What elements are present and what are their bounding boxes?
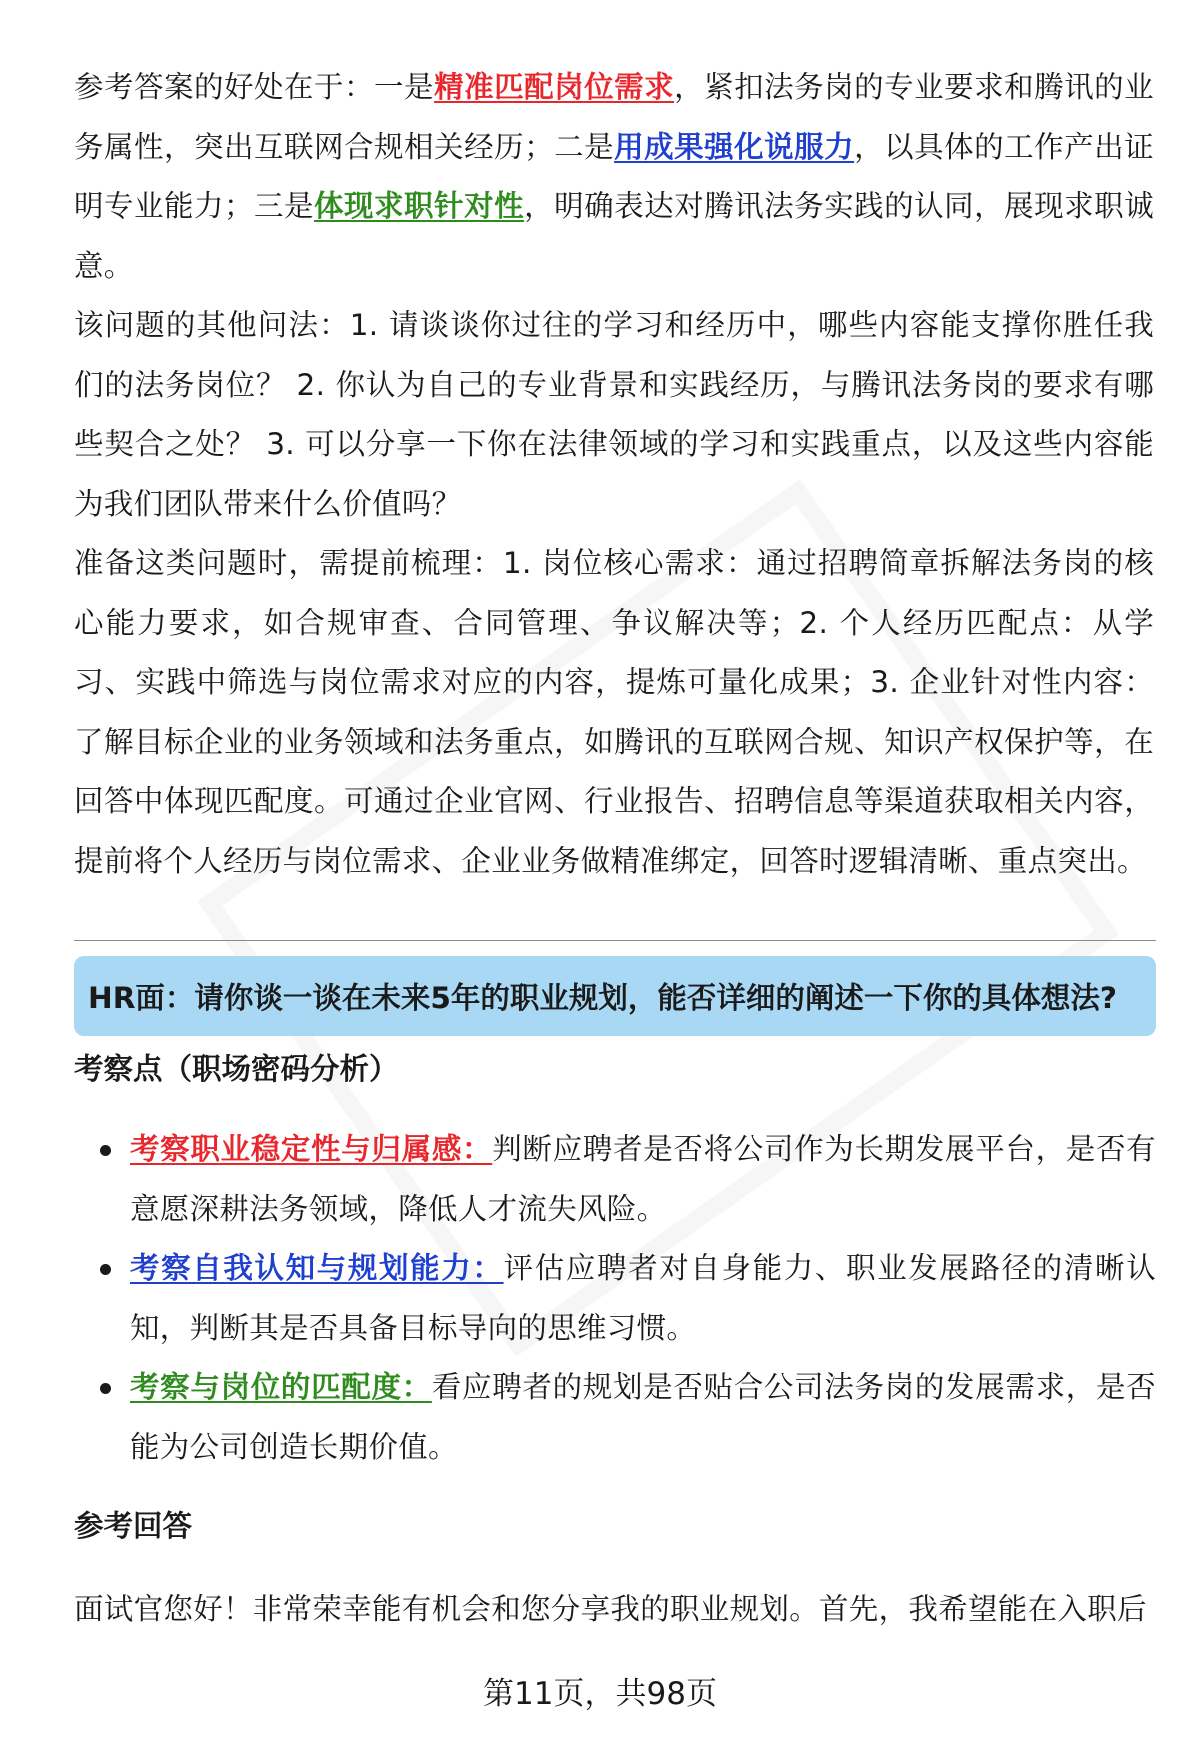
text-span: ，以具体的工作产出证明专业能力；三是 xyxy=(74,129,1154,223)
bullet-label: 考察职业稳定性与归属感： xyxy=(130,1132,493,1166)
bullet-text: 看应聘者的规划是否贴合公司法务岗的发展需求，是否能为公司创造长期价值。 xyxy=(130,1370,1156,1464)
list-item xyxy=(74,1239,1156,1358)
text-span: 参考答案的好处在于：一是 xyxy=(74,70,435,104)
highlight-red: 精准匹配岗位需求 xyxy=(434,70,675,104)
list-item xyxy=(74,1358,1156,1477)
intro-section xyxy=(74,58,1154,891)
bullet-label: 考察自我认知与规划能力： xyxy=(130,1251,504,1285)
text-span: ，明确表达对腾讯法务实践的认同，展现求职诚意。 xyxy=(74,189,1154,283)
bullet-icon xyxy=(100,1383,111,1394)
intro-paragraph-preparation: 准备这类问题时，需提前梳理：1. 岗位核心需求：通过招聘简章拆解法务岗的核心能力要求，如合规审查、合同管理、争议解决等；2. 个人经历匹配点：从学习、实践中筛选与岗位需求对应的内容，提炼可量化成果；3. 企业针对性内容：了解目标企业的业务领域和法务重点，如腾讯的互联网合规、知识产权保护等，在回答中体现匹配度。可通过企业官网、行业报告、招聘信息等渠道获取相关内容，提前将个人经历与岗位需求、企业业务做精准绑定，回答时逻辑清晰、重点突出。 xyxy=(74,546,1154,878)
highlight-green: 体现求职针对性 xyxy=(314,189,525,223)
bullet-label: 考察与岗位的匹配度： xyxy=(130,1370,432,1404)
page-number: 第11页，共98页 xyxy=(483,1676,717,1712)
bullet-icon xyxy=(100,1145,111,1156)
analysis-heading: 考察点（职场密码分析） xyxy=(74,1052,399,1086)
text-span: ，紧扣法务岗的专业要求和腾讯的业务属性，突出互联网合规相关经历；二是 xyxy=(74,70,1154,164)
reference-heading: 参考回答 xyxy=(74,1509,193,1543)
intro-paragraph-advantages xyxy=(74,58,1154,296)
bullet-text: 评估应聘者对自身能力、职业发展路径的清晰认知，判断其是否具备目标导向的思维习惯。 xyxy=(130,1251,1156,1345)
reference-answer xyxy=(74,1580,1156,1640)
section-divider xyxy=(74,940,1156,941)
question-box xyxy=(74,956,1156,1036)
intro-paragraph-alternatives: 该问题的其他问法：1. 请谈谈你过往的学习和经历中，哪些内容能支撑你胜任我们的法务岗位？ 2. 你认为自己的专业背景和实践经历，与腾讯法务岗的要求有哪些契合之处？ 3. 可以分享一下你在法律领域的学习和实践重点，以及这些内容能为我们团队带来什么价值吗？ xyxy=(74,308,1154,521)
bullet-text: 判断应聘者是否将公司作为长期发展平台，是否有意愿深耕法务领域，降低人才流失风险。 xyxy=(130,1132,1156,1226)
analysis-list xyxy=(74,1120,1156,1477)
list-item xyxy=(74,1120,1156,1239)
question-text: HR面：请你谈一谈在未来5年的职业规划，能否详细的阐述一下你的具体想法? xyxy=(88,981,1118,1015)
highlight-blue: 用成果强化说服力 xyxy=(614,129,855,164)
reference-answer-text: 面试官您好！非常荣幸能有机会和您分享我的职业规划。首先，我希望能在入职后 xyxy=(74,1592,1147,1626)
bullet-icon xyxy=(100,1264,111,1275)
